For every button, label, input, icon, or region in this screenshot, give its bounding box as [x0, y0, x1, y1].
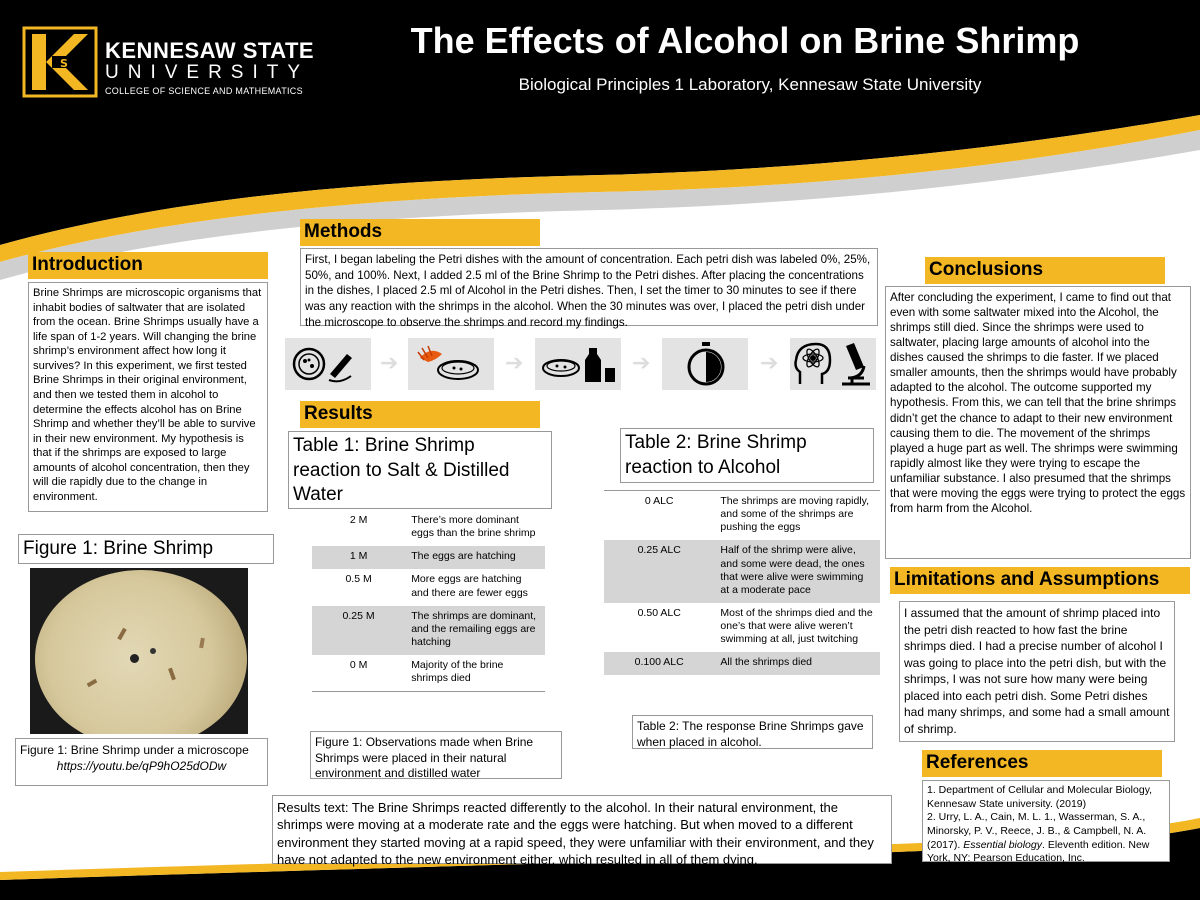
table2-title: Table 2: Brine Shrimp reaction to Alcohol: [620, 428, 874, 483]
petri-bottle-icon: [535, 338, 621, 390]
head-microscope-tile: [790, 338, 876, 390]
table1-caption: Figure 1: Observations made when Brine Shrimps were placed in their natural environment and distilled water: [310, 731, 562, 779]
arrow-icon: ➔: [760, 350, 779, 375]
methods-heading: Methods: [300, 219, 540, 246]
concentration-cell: 0.50 ALC: [637, 606, 681, 619]
table-row: [312, 546, 545, 569]
methods-text: First, I began labeling the Petri dishes with the amount of concentration. Each petri dish was labeled 0%, 25%, 50%, and 100%. Next, I added 2.5 ml of the Brine Shrimp to the Petri dishes. After placing the concentrations in the dishes, I placed 2.5 ml of Alcohol in the Petri dishes. Then, I set the timer to 30 minutes to see if there was any reaction with the shrimps in the alcohol. When the 30 minutes was over, I placed the petri dish under the microscope to observe the shrimps and record my findings.: [300, 248, 878, 326]
table-row: [312, 510, 545, 546]
reference-2: [927, 811, 1165, 866]
arrow-icon: ➔: [505, 350, 524, 375]
table-row: [604, 540, 880, 603]
petri-bottle-tile: [535, 338, 621, 390]
conclusions-text: After concluding the experiment, I came to find out that even with some saltwater mixed into the Alcohol, the shrimps still died. Since the shrimps were used to saltwater, placing large amounts of alcohol into the dishes caused the shrimps to die faster. If we placed smaller amounts, then the shrimps would have probably adapted to the alcohol. The outcome supported my hypothesis. From this, we can tell that the brine shrimps didn’t get the chance to adapt to their new environment causing them to die. The movement of the shrimps played a huge part as well. The shrimps were swimming rapidly almost like they were trying to escape the unfamiliar substance. I also presumed that the shrimps that were moving the eggs were trying to protect the eggs from harm from the Alcohol.: [885, 286, 1191, 559]
table-row: [312, 655, 545, 692]
ksu-logo-icon: [22, 26, 98, 98]
results-text: Results text: The Brine Shrimps reacted differently to the alcohol. In their natural environment, the shrimps were moving at a moderate rate and the eggs were hatching. But when moved to a different environment they started moving at a rapid speed, they were unfamiliar with their environment, and they have not adapted to the new environment either, which resulted in all of them dying.: [272, 795, 892, 864]
concentration-cell: 0 ALC: [644, 495, 674, 507]
observation-cell: Most of the shrimps died and the one’s that were alive weren’t swimming at all, just twitching: [720, 606, 873, 646]
concentration-cell: 0.25 M: [312, 606, 405, 655]
introduction-heading: Introduction: [28, 252, 268, 279]
table-row: [604, 652, 880, 675]
poster-subtitle: Biological Principles 1 Laboratory, Kennesaw State University: [518, 75, 982, 94]
observation-cell: There’s more dominant eggs than the brine shrimp: [411, 514, 536, 540]
timer-tile: [662, 338, 748, 390]
head-microscope-icon: [790, 338, 876, 390]
shrimp-petri-tile: [408, 338, 494, 390]
figure1-link[interactable]: https://youtu.be/qP9hO25dODw: [56, 759, 227, 774]
observation-cell: Majority of the brine shrimps died: [411, 659, 504, 685]
figure1-title: Figure 1: Brine Shrimp: [18, 534, 274, 564]
concentration-cell: 0.25 ALC: [604, 540, 714, 603]
table2-caption: Table 2: The response Brine Shrimps gave when placed in alcohol.: [632, 715, 873, 749]
table-row: [312, 606, 545, 655]
observation-cell: Half of the shrimp were alive, and some were dead, the ones that were alive were swimming at a moderate pace: [714, 540, 880, 603]
timer-icon: [662, 338, 748, 390]
table-row: [604, 491, 880, 541]
references-list: [922, 780, 1170, 865]
brine-shrimp-photo: [30, 568, 248, 734]
table-row: [312, 569, 545, 605]
petri-dish-pen-tile: [285, 338, 371, 390]
figure1-caption-box: [15, 738, 268, 786]
poster-title: The Effects of Alcohol on Brine Shrimp: [410, 20, 1080, 61]
table1: [312, 510, 545, 692]
observation-cell: The shrimps are moving rapidly, and some of the shrimps are pushing the eggs: [720, 495, 870, 534]
university-logo-text: [105, 38, 314, 96]
results-heading: Results: [300, 401, 540, 428]
references-heading: References: [922, 750, 1162, 777]
concentration-cell: 0.100 ALC: [604, 652, 714, 675]
concentration-cell: 2 M: [349, 514, 368, 526]
conclusions-heading: Conclusions: [925, 257, 1165, 284]
arrow-icon: ➔: [632, 350, 651, 375]
table-row: [604, 603, 880, 652]
observation-cell: More eggs are hatching and there are fewer eggs: [411, 573, 528, 599]
limitations-text: I assumed that the amount of shrimp placed into the petri dish reacted to how fast the brine shrimps died. I had a precise number of alcohol I was going to place into the petri dish, but with the shrimps, I was not sure how many were being placed into each petri dish. Some Petri dishes had many shrimps, and some had a small amount of shrimp.: [899, 601, 1175, 742]
reference-2-publisher: . Eleventh edition. New York, NY: Pearson Education, Inc.: [927, 838, 1150, 865]
svg-text:S: S: [60, 57, 68, 70]
concentration-cell: 1 M: [312, 546, 405, 569]
arrow-icon: ➔: [380, 350, 399, 375]
reference-2-authors: 2. Urry, L. A., Cain, M. L. 1., Wasserman, S. A., Minorsky, P. V., Reece, J. B., & Campbell, N. A. (2017).: [927, 811, 1147, 851]
limitations-heading: Limitations and Assumptions: [890, 567, 1190, 594]
table1-title: Table 1: Brine Shrimp reaction to Salt & Distilled Water: [288, 431, 552, 509]
observation-cell: The shrimps are dominant, and the remailing eggs are hatching: [405, 606, 545, 655]
logo-line-2: UNIVERSITY: [105, 62, 310, 83]
petri-dish-pen-icon: [285, 338, 371, 390]
logo-line-3: COLLEGE OF SCIENCE AND MATHEMATICS: [105, 86, 303, 96]
reference-2-book-title: Essential biology: [963, 838, 1042, 851]
reference-1: 1. Department of Cellular and Molecular Biology, Kennesaw State university. (2019): [927, 784, 1153, 810]
table2: [604, 490, 880, 675]
observation-cell: The eggs are hatching: [405, 546, 545, 569]
observation-cell: All the shrimps died: [714, 652, 880, 675]
figure1-caption: Figure 1: Brine Shrimp under a microscope: [20, 743, 249, 757]
concentration-cell: 0.5 M: [345, 573, 372, 586]
shrimp-petri-icon: [408, 338, 494, 390]
concentration-cell: 0 M: [349, 659, 368, 671]
logo-line-1: KENNESAW STATE: [105, 38, 315, 63]
introduction-text: Brine Shrimps are microscopic organisms that inhabit bodies of saltwater that are isolated from the ocean. Brine Shrimps usually have a life span of 1-2 years. Will changing the brine shrimp’s environment affect how long it survives? In this experiment, we first tested Brine Shrimps in their original environment, and then we tested them in alcohol to determine the effects alcohol has on Brine Shrimp and whether they’ll be able to survive in their new environment. My hypothesis is that if the shrimps are exposed to large amounts of alcohol concentration, then they will die rapidly due to the change in environment.: [28, 282, 268, 512]
